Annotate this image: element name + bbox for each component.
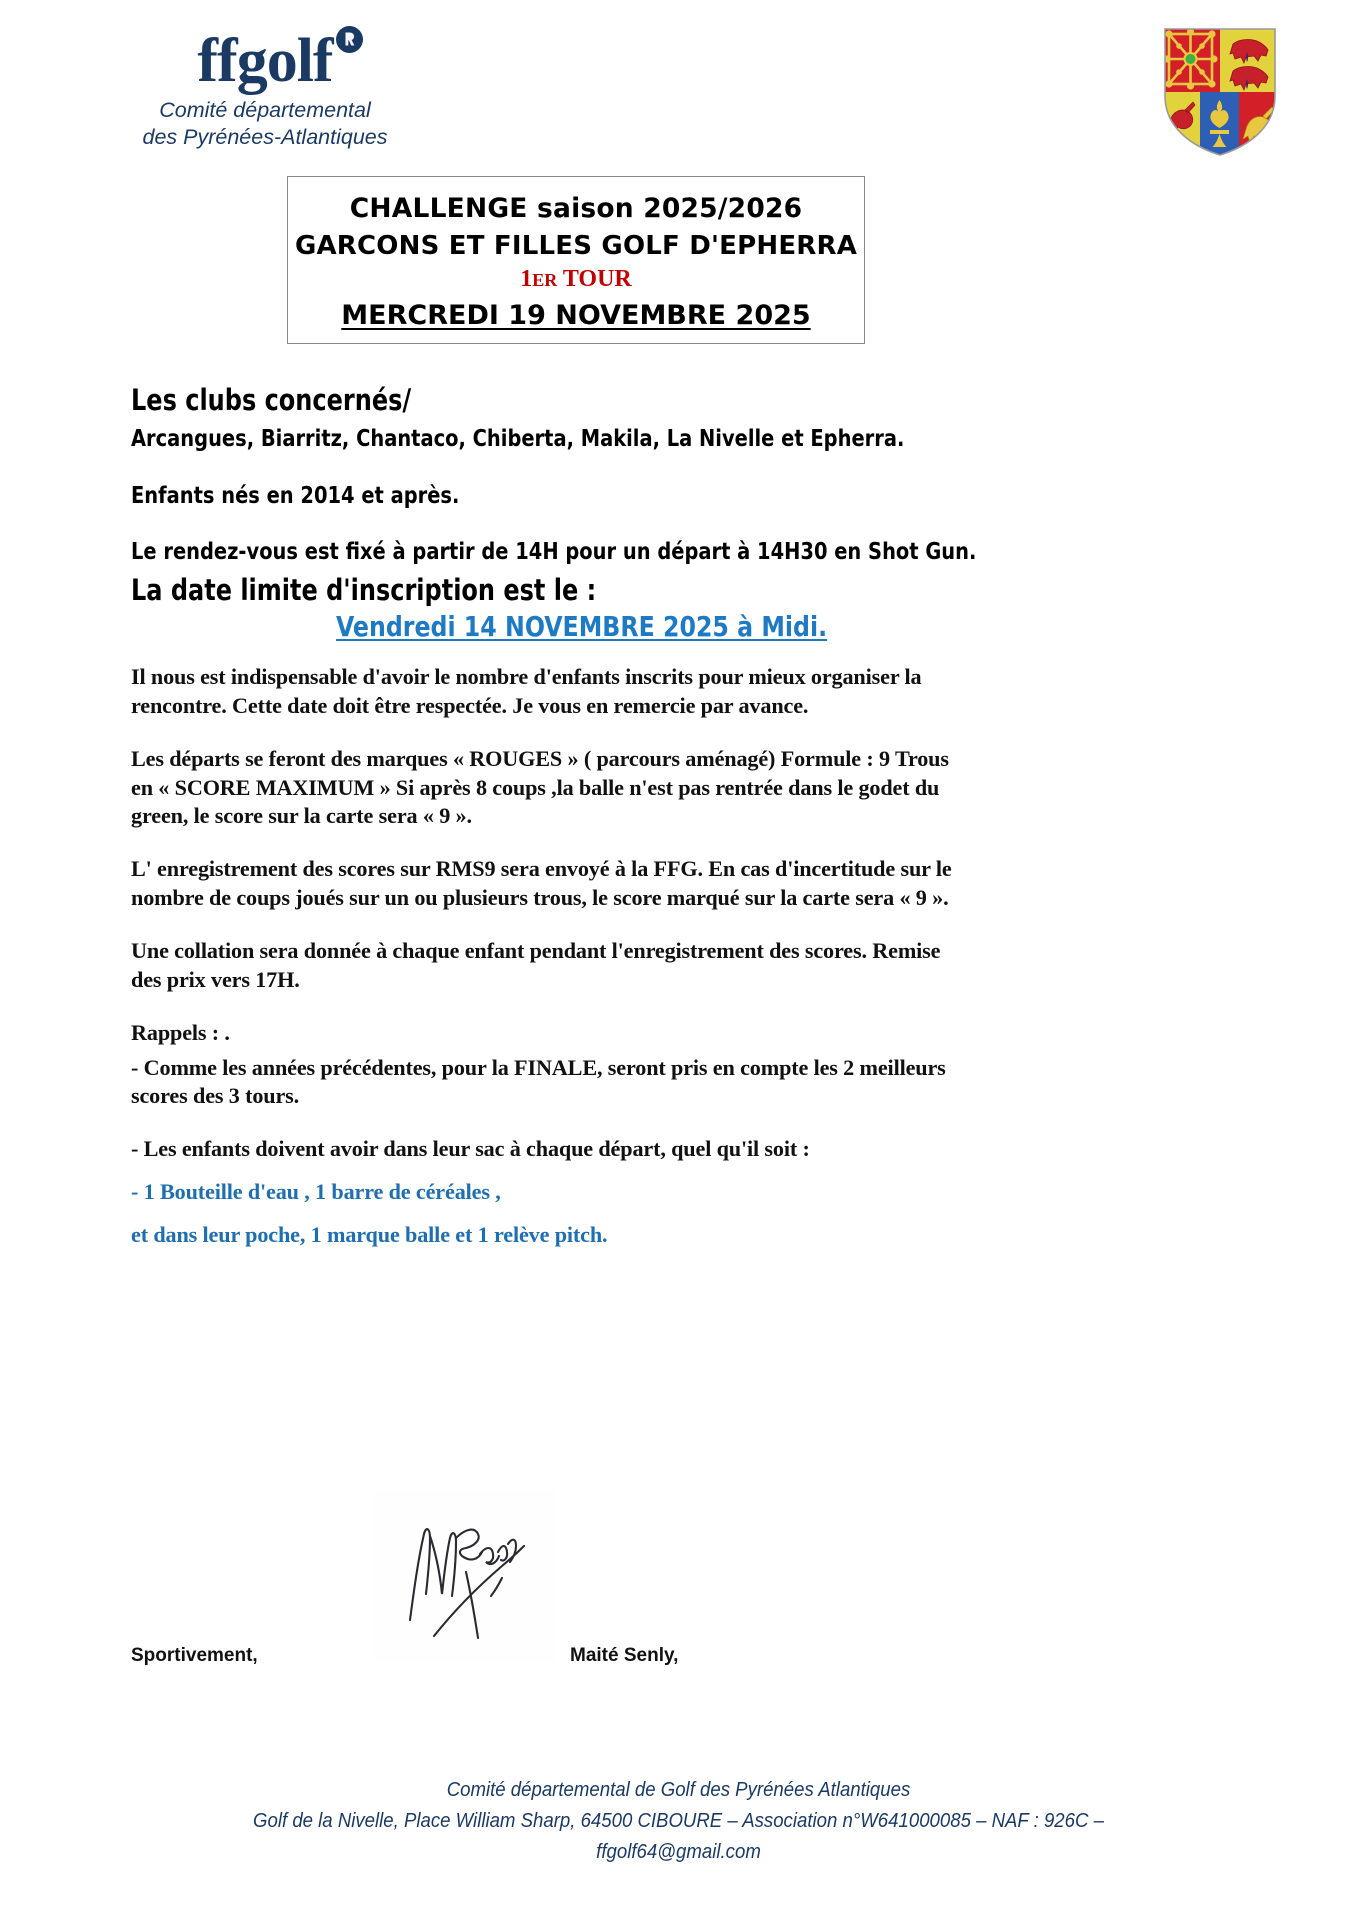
body-content: [131, 663, 971, 1274]
logo-subtitle: [100, 97, 430, 152]
closing-salutation: Sportivement,: [131, 1645, 258, 1666]
document-footer: [0, 1775, 1357, 1868]
paragraph-bag-contents-heading: - Les enfants doivent avoir dans leur sac à chaque départ, quel qu'il soit :: [131, 1136, 810, 1162]
signer-name: Maité Senly,: [570, 1645, 679, 1666]
paragraph-snack-prizes: Une collation sera donnée à chaque enfant pendant l'enregistrement des scores. Remise des prix vers 17H.: [131, 938, 941, 992]
paragraph-bag-items: - 1 Bouteille d'eau , 1 barre de céréales ,: [131, 1179, 501, 1205]
signature-zone: [0, 1490, 1357, 1690]
paragraph-finale-rule: - Comme les années précédentes, pour la FINALE, seront pris en compte les 2 meilleurs scores des 3 tours.: [131, 1054, 946, 1109]
document-header: [0, 0, 1357, 180]
footer-organisation: Comité départemental de Golf des Pyrénées Atlantiques: [446, 1779, 911, 1801]
ffgolf-wordmark-text: ffgolf: [197, 27, 333, 95]
event-title-line-1: CHALLENGE saison 2025/2026: [349, 193, 803, 224]
tour-word: TOUR: [557, 265, 632, 292]
footer-email: ffgolf64@gmail.com: [596, 1841, 761, 1863]
deadline-date: Vendredi 14 NOVEMBRE 2025 à Midi.: [336, 610, 828, 643]
paragraph-pocket-items: et dans leur poche, 1 marque balle et 1 relève pitch.: [131, 1222, 608, 1248]
footer-address: Golf de la Nivelle, Place William Sharp, 64500 CIBOURE – Association n°W641000085 – NAF : 926C –: [253, 1810, 1104, 1832]
clubs-heading: Les clubs concernés/: [131, 383, 412, 417]
clubs-list: Arcangues, Biarritz, Chantaco, Chiberta, Makila, La Nivelle et Epherra.: [131, 424, 905, 452]
paragraph-reminders-heading: Rappels : .: [131, 1019, 230, 1045]
handwritten-signature-image: [374, 1490, 556, 1662]
logo-subtitle-line-1: Comité départemental: [159, 97, 371, 122]
tour-label: [288, 266, 864, 294]
deadline-label: La date limite d'inscription est le :: [131, 573, 597, 607]
event-date: MERCREDI 19 NOVEMBRE 2025: [341, 300, 811, 332]
birth-year-rule: Enfants nés en 2014 et après.: [131, 481, 460, 509]
logo-subtitle-line-2: des Pyrénées-Atlantiques: [142, 125, 388, 150]
paragraph-registration-count: Il nous est indispensable d'avoir le nombre d'enfants inscrits pour mieux organiser la rencontre. Cette date doit être respectée. Je vous en remercie par avance.: [131, 664, 922, 718]
paragraph-score-recording: L' enregistrement des scores sur RMS9 sera envoyé à la FFG. En cas d'incertitude sur le nombre de coups joués sur un ou plusieurs trous, le score marqué sur la carte sera « 9 ».: [131, 856, 952, 911]
tour-number: 1: [520, 265, 533, 292]
meeting-time: Le rendez-vous est fixé à partir de 14H pour un départ à 14H30 en Shot Gun.: [131, 537, 977, 565]
registered-trademark-icon: [336, 26, 363, 53]
tour-suffix: ER: [532, 269, 558, 290]
coat-of-arms-icon: [1161, 26, 1279, 158]
ffgolf-wordmark: [197, 27, 333, 95]
paragraph-red-tees-format: Les départs se feront des marques « ROUGES » ( parcours aménagé) Formule : 9 Trous en « SCORE MAXIMUM » Si après 8 coups ,la balle n'est pas rentrée dans le godet du green, le score sur la carte sera « 9 ».: [131, 745, 949, 829]
ffgolf-logo: [100, 27, 430, 152]
event-title-line-2: GARCONS ET FILLES GOLF D'EPHERRA: [294, 230, 858, 261]
event-title-box: [287, 176, 865, 344]
